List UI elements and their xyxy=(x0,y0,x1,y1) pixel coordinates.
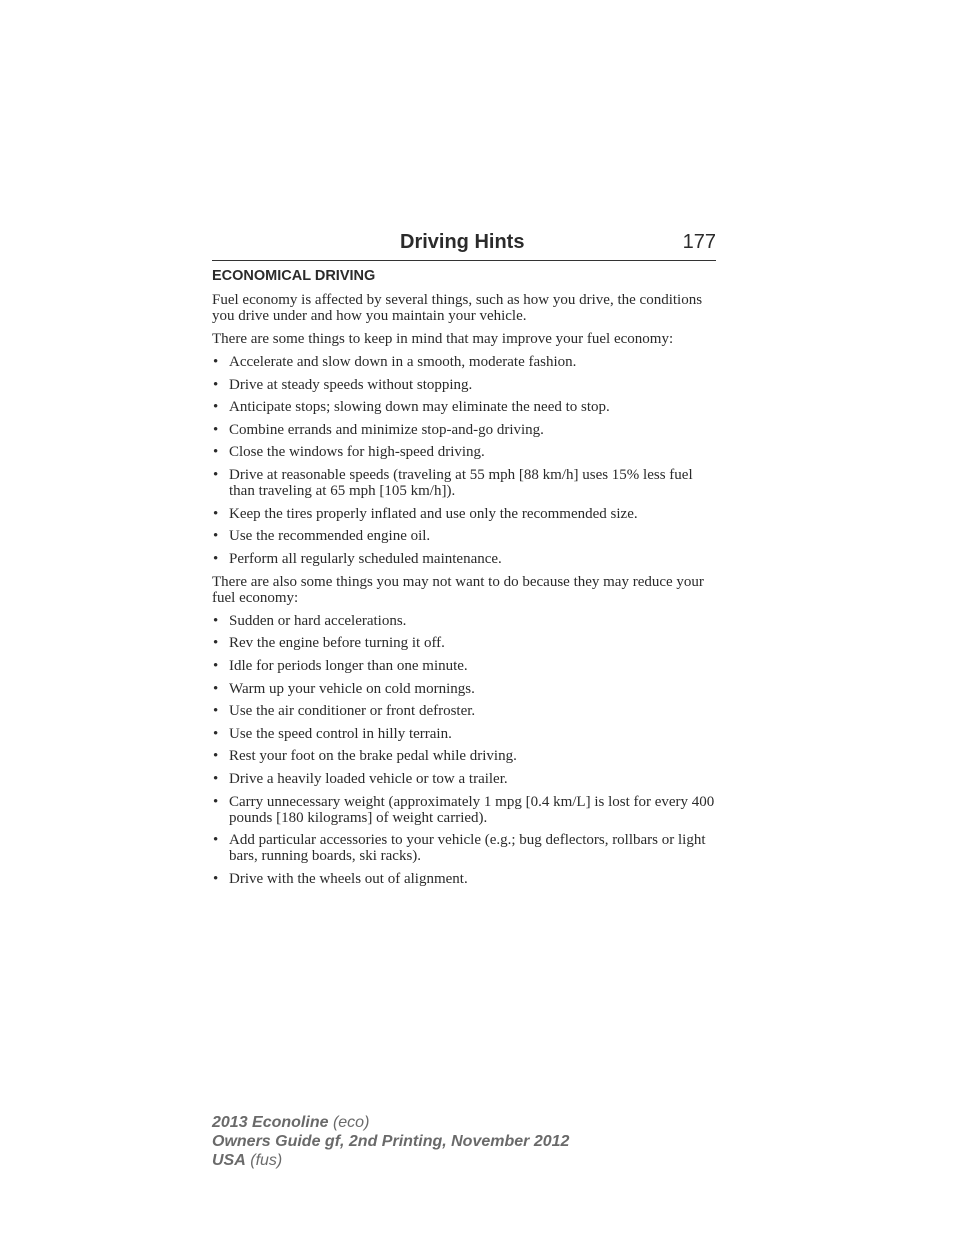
footer-model-code: (eco) xyxy=(332,1114,370,1131)
list-item xyxy=(212,871,716,887)
bullet-icon: • xyxy=(213,748,219,765)
bullet-icon: • xyxy=(213,657,219,674)
bullet-icon: • xyxy=(213,421,219,438)
section-heading: ECONOMICAL DRIVING xyxy=(212,268,376,284)
bullet-icon: • xyxy=(213,444,219,461)
footer-line-1 xyxy=(212,1113,569,1132)
list-item-text: Drive with the wheels out of alignment. xyxy=(229,870,468,887)
bullet-icon: • xyxy=(213,635,219,652)
list-item xyxy=(212,681,716,697)
page-header xyxy=(212,230,716,261)
list-item xyxy=(212,377,716,393)
bullet-icon: • xyxy=(213,680,219,697)
list-item-text: Use the speed control in hilly terrain. xyxy=(229,725,452,742)
footer-line-3 xyxy=(212,1151,569,1170)
list-item-text: Drive at reasonable speeds (traveling at 55 mph [88 km/h] uses 15% less fuel than traveling at 65 mph [105 km/h]). xyxy=(229,466,693,499)
list-item-text: Keep the tires properly inflated and use only the recommended size. xyxy=(229,505,638,522)
list-item xyxy=(212,613,716,629)
list-item xyxy=(212,748,716,764)
list-item xyxy=(212,467,716,499)
bullet-icon: • xyxy=(213,376,219,393)
footer-model: 2013 Econoline xyxy=(212,1114,329,1131)
bullet-icon: • xyxy=(213,612,219,629)
list-item-text: Idle for periods longer than one minute. xyxy=(229,657,468,674)
footer-region-code: (fus) xyxy=(250,1152,283,1169)
footer-region: USA xyxy=(212,1152,246,1169)
page-content xyxy=(212,267,716,894)
list-item-text: Accelerate and slow down in a smooth, moderate fashion. xyxy=(229,354,577,370)
list-item xyxy=(212,794,716,826)
bullet-icon: • xyxy=(213,528,219,545)
list-item xyxy=(212,399,716,415)
bullet-icon: • xyxy=(213,770,219,787)
list-item-text: Warm up your vehicle on cold mornings. xyxy=(229,680,475,697)
bullet-icon: • xyxy=(213,399,219,416)
list-item-text: Carry unnecessary weight (approximately 1 mpg [0.4 km/L] is lost for every 400 pounds [180 kilograms] of weight carried). xyxy=(229,793,715,826)
list-item xyxy=(212,771,716,787)
list-item xyxy=(212,635,716,651)
bullet-icon: • xyxy=(213,832,219,849)
list-item-text: Close the windows for high-speed driving. xyxy=(229,444,485,461)
list-item-text: Rest your foot on the brake pedal while driving. xyxy=(229,748,517,765)
list-item-text: Anticipate stops; slowing down may eliminate the need to stop. xyxy=(229,399,610,416)
list-item-text: Perform all regularly scheduled maintenance. xyxy=(229,550,502,567)
bullet-icon: • xyxy=(213,466,219,483)
list-item xyxy=(212,703,716,719)
list-item xyxy=(212,726,716,742)
bullet-icon: • xyxy=(213,793,219,810)
page-number: 177 xyxy=(682,231,716,253)
list-item-text: Combine errands and minimize stop-and-go driving. xyxy=(229,421,544,438)
bullet-icon: • xyxy=(213,354,219,370)
list-item-text: Use the air conditioner or front defroster. xyxy=(229,703,476,720)
chapter-title: Driving Hints xyxy=(400,231,525,253)
list-item-text: Add particular accessories to your vehicle (e.g.; bug deflectors, rollbars or light bars, running boards, ski racks). xyxy=(229,832,706,865)
list-item xyxy=(212,658,716,674)
list-item xyxy=(212,551,716,567)
list-item-text: Drive a heavily loaded vehicle or tow a trailer. xyxy=(229,770,508,787)
list-item-text: Drive at steady speeds without stopping. xyxy=(229,376,473,393)
list-item xyxy=(212,354,716,370)
bullet-icon: • xyxy=(213,550,219,567)
list-item xyxy=(212,422,716,438)
list-item xyxy=(212,528,716,544)
list-item xyxy=(212,506,716,522)
page-footer xyxy=(212,1113,569,1170)
footer-line-2: Owners Guide gf, 2nd Printing, November 2012 xyxy=(212,1133,570,1150)
bullet-icon: • xyxy=(213,703,219,720)
intro-paragraph: Fuel economy is affected by several things, such as how you drive, the conditions you drive under and how you maintain your vehicle. xyxy=(212,292,703,324)
list-item-text: Use the recommended engine oil. xyxy=(229,528,431,545)
list-item xyxy=(212,444,716,460)
bullet-icon: • xyxy=(213,870,219,887)
reduce-intro-paragraph: There are also some things you may not want to do because they may reduce your fuel economy: xyxy=(212,573,704,606)
improve-intro-paragraph: There are some things to keep in mind that may improve your fuel economy: xyxy=(212,331,674,347)
improve-tips-list xyxy=(212,354,716,567)
bullet-icon: • xyxy=(213,725,219,742)
bullet-icon: • xyxy=(213,505,219,522)
list-item-text: Rev the engine before turning it off. xyxy=(229,635,445,652)
reduce-tips-list xyxy=(212,613,716,887)
list-item-text: Sudden or hard accelerations. xyxy=(229,612,407,629)
list-item xyxy=(212,832,716,864)
